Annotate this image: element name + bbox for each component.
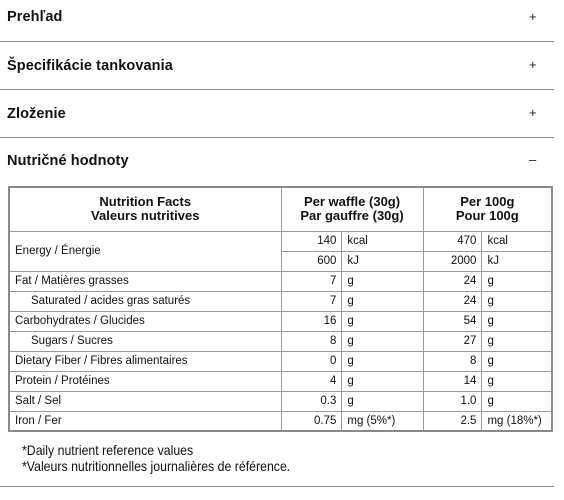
table-row bbox=[9, 411, 552, 431]
per-waffle-value: 0.3 bbox=[281, 391, 342, 411]
per-100g-value: 1.0 bbox=[423, 391, 482, 411]
nutrition-table bbox=[8, 186, 553, 432]
per-100g-unit: g bbox=[482, 311, 552, 331]
accordion-title: Prehľad bbox=[7, 9, 63, 25]
accordion-ingredients[interactable] bbox=[0, 90, 554, 138]
per-waffle-value: 0.75 bbox=[281, 411, 342, 431]
per-waffle-value: 0 bbox=[281, 351, 342, 371]
per-100g-value: 8 bbox=[423, 351, 482, 371]
accordion-title: Zloženie bbox=[7, 106, 66, 122]
collapse-icon[interactable]: – bbox=[529, 152, 537, 167]
per-100g-value: 24 bbox=[423, 291, 482, 311]
table-row bbox=[9, 271, 552, 291]
table-row bbox=[9, 351, 552, 371]
per-waffle-unit: g bbox=[342, 391, 423, 411]
row-label: Sugars / Sucres bbox=[9, 331, 281, 351]
table-row bbox=[9, 231, 552, 251]
per-100g-value: 2000 bbox=[423, 251, 482, 271]
divider bbox=[0, 486, 554, 487]
per-100g-value: 24 bbox=[423, 271, 482, 291]
header-per-100g: Per 100g Pour 100g bbox=[423, 187, 552, 231]
per-waffle-value: 140 bbox=[281, 231, 342, 251]
expand-icon[interactable]: + bbox=[529, 9, 537, 24]
per-100g-unit: kcal bbox=[482, 231, 552, 251]
per-waffle-unit: mg (5%*) bbox=[342, 411, 423, 431]
table-header-row bbox=[9, 187, 552, 231]
table-row bbox=[9, 291, 552, 311]
per-100g-unit: kJ bbox=[482, 251, 552, 271]
row-label: Dietary Fiber / Fibres alimentaires bbox=[9, 351, 281, 371]
row-label: Salt / Sel bbox=[9, 391, 281, 411]
expand-icon[interactable]: + bbox=[529, 57, 537, 72]
per-100g-value: 2.5 bbox=[423, 411, 482, 431]
per-waffle-unit: g bbox=[342, 291, 423, 311]
expand-icon[interactable]: + bbox=[529, 105, 537, 120]
table-row bbox=[9, 311, 552, 331]
per-100g-unit: g bbox=[482, 351, 552, 371]
row-label: Saturated / acides gras saturés bbox=[9, 291, 281, 311]
per-waffle-unit: g bbox=[342, 331, 423, 351]
per-waffle-value: 600 bbox=[281, 251, 342, 271]
per-100g-unit: g bbox=[482, 331, 552, 351]
row-label: Iron / Fer bbox=[9, 411, 281, 431]
header-per-waffle: Per waffle (30g) Par gauffre (30g) bbox=[281, 187, 423, 231]
per-waffle-unit: g bbox=[342, 271, 423, 291]
per-100g-value: 54 bbox=[423, 311, 482, 331]
accordion-overview[interactable] bbox=[0, 0, 554, 42]
per-100g-unit: mg (18%*) bbox=[482, 411, 552, 431]
accordion-fueling-specs[interactable] bbox=[0, 42, 554, 90]
table-row bbox=[9, 391, 552, 411]
per-waffle-unit: g bbox=[342, 311, 423, 331]
footnote-daily-values-fr: *Valeurs nutritionnelles journalières de référence. bbox=[22, 458, 291, 474]
per-100g-value: 27 bbox=[423, 331, 482, 351]
per-waffle-value: 7 bbox=[281, 291, 342, 311]
per-100g-value: 14 bbox=[423, 371, 482, 391]
per-waffle-value: 16 bbox=[281, 311, 342, 331]
per-waffle-unit: kcal bbox=[342, 231, 423, 251]
per-100g-unit: g bbox=[482, 291, 552, 311]
table-row bbox=[9, 371, 552, 391]
per-waffle-value: 7 bbox=[281, 271, 342, 291]
row-label: Carbohydrates / Glucides bbox=[9, 311, 281, 331]
per-100g-unit: g bbox=[482, 391, 552, 411]
accordion-title: Nutričné hodnoty bbox=[7, 153, 129, 169]
footnote-daily-values: *Daily nutrient reference values bbox=[22, 442, 194, 458]
per-waffle-unit: g bbox=[342, 351, 423, 371]
per-waffle-unit: kJ bbox=[342, 251, 423, 271]
header-nutrition-facts: Nutrition Facts Valeurs nutritives bbox=[9, 187, 281, 231]
row-label: Protein / Protéines bbox=[9, 371, 281, 391]
table-row bbox=[9, 331, 552, 351]
per-waffle-value: 8 bbox=[281, 331, 342, 351]
per-100g-unit: g bbox=[482, 371, 552, 391]
per-waffle-value: 4 bbox=[281, 371, 342, 391]
accordion-nutrition[interactable] bbox=[0, 138, 554, 176]
row-label: Energy / Énergie bbox=[9, 231, 281, 271]
accordion-title: Špecifikácie tankovania bbox=[7, 58, 173, 74]
per-100g-value: 470 bbox=[423, 231, 482, 251]
per-100g-unit: g bbox=[482, 271, 552, 291]
row-label: Fat / Matières grasses bbox=[9, 271, 281, 291]
per-waffle-unit: g bbox=[342, 371, 423, 391]
